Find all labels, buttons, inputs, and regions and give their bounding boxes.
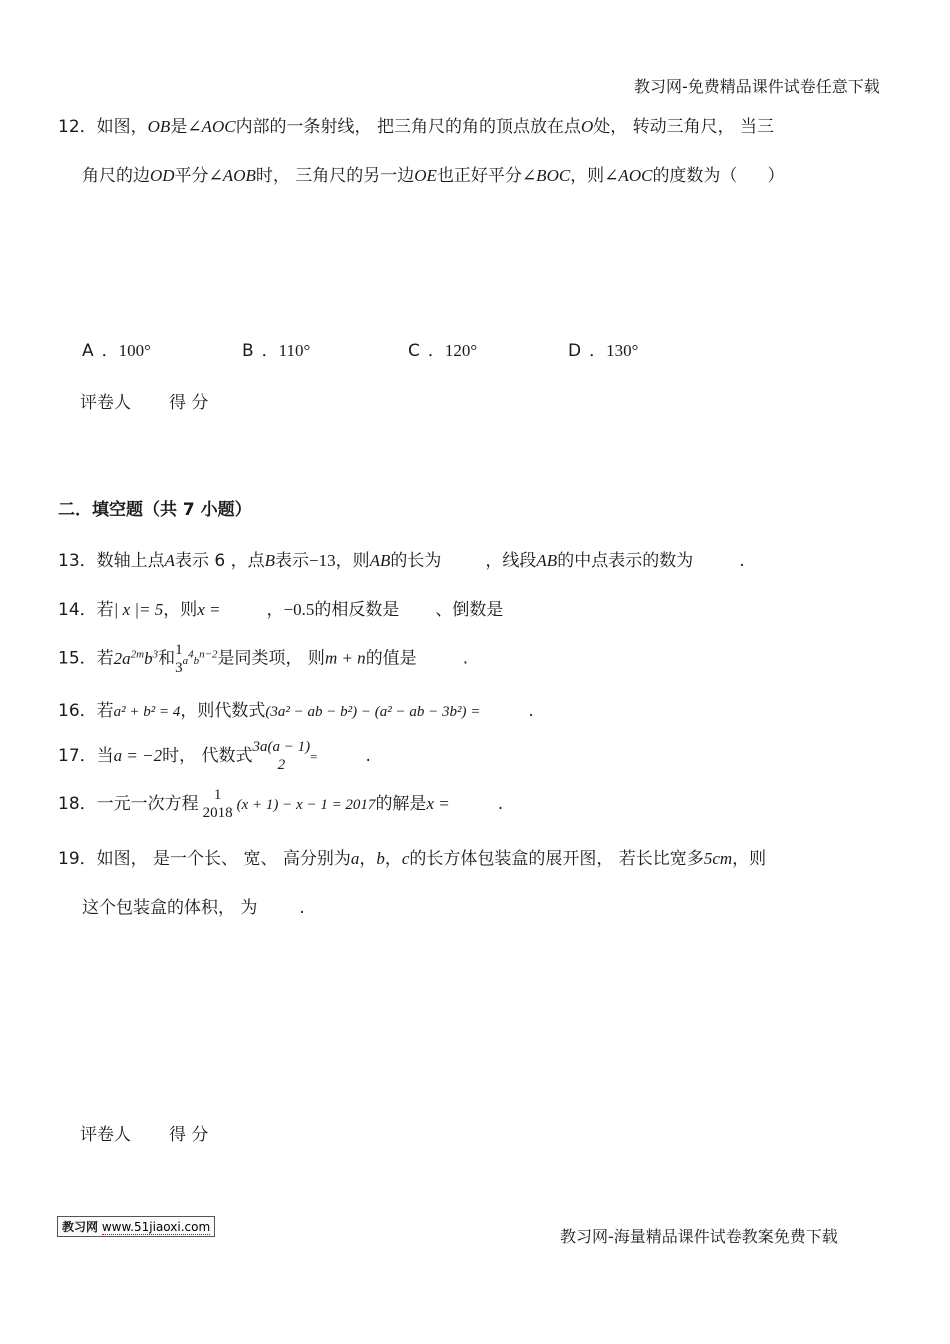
question-19-line1 <box>58 844 766 869</box>
question-number: 12． <box>58 117 97 137</box>
math: ∠AOB <box>208 166 256 185</box>
math: OE <box>414 166 437 185</box>
logo-text: 教习网 <box>62 1220 99 1234</box>
footer-logo <box>57 1216 215 1237</box>
text: 是同类项， 则 <box>217 648 325 669</box>
text: 的解是 <box>375 794 427 814</box>
text: . <box>497 794 504 814</box>
text: . <box>462 648 469 669</box>
term: 2a <box>113 648 131 668</box>
question-12-line2 <box>82 161 784 186</box>
math: AB <box>369 551 391 570</box>
text: 是 <box>170 117 188 137</box>
denominator: 2 <box>277 757 286 773</box>
math: A <box>164 551 176 570</box>
math: | x |= 5 <box>113 600 164 619</box>
text: 也正好平分 <box>436 166 522 186</box>
math: x = <box>197 600 221 619</box>
grader-box-2 <box>80 1120 208 1145</box>
score-label: 得 分 <box>169 1125 209 1145</box>
denominator: 3 <box>175 659 183 676</box>
numerator: 3a(a − 1) <box>252 739 311 755</box>
text: 数轴上点 <box>96 551 165 571</box>
text: 当 <box>96 746 114 766</box>
text: 时， 代数式 <box>162 746 253 766</box>
text: 时， 三角尺的另一边 <box>255 166 415 186</box>
term: b <box>144 648 153 668</box>
text: 这个包装盒的体积， 为 <box>82 898 258 918</box>
text: 的度数为（ <box>652 166 738 186</box>
math: ∠AOC <box>604 166 653 185</box>
math: B <box>264 551 276 570</box>
math: OB <box>147 117 171 136</box>
exponent: 4 <box>188 648 194 660</box>
text: ， <box>359 849 377 869</box>
text: . <box>739 551 745 571</box>
option-letter: A <box>82 341 94 361</box>
question-13 <box>58 546 745 571</box>
math: O <box>580 117 594 136</box>
option-text: ．110° <box>261 341 311 360</box>
math: ∠BOC <box>521 166 571 185</box>
text: 角尺的边 <box>82 166 150 186</box>
math: −0.5 <box>283 600 315 619</box>
text: 处， 转动三角尺， 当三 <box>593 117 775 137</box>
math <box>114 649 158 668</box>
text: ，线段 <box>485 551 537 571</box>
text: ） <box>767 166 785 186</box>
option-text: ．130° <box>589 341 639 360</box>
text: ，则 <box>335 551 370 571</box>
math: a² + b² = 4 <box>113 704 181 720</box>
question-18 <box>58 786 503 823</box>
text: 若 <box>96 600 114 620</box>
math: a = −2 <box>113 746 163 765</box>
text: ，则 <box>570 166 605 186</box>
question-19-line2 <box>82 893 305 918</box>
question-number: 19． <box>58 849 97 869</box>
question-15 <box>58 636 468 679</box>
math: (x + 1) − x − 1 = 2017 <box>236 797 376 813</box>
section-title: 二．填空题（共 7 小题） <box>58 500 252 520</box>
math: = <box>310 749 318 764</box>
question-12-line1 <box>58 112 774 137</box>
reviewer-label: 评卷人 <box>80 393 131 413</box>
text: 、倒数是 <box>435 600 504 620</box>
option-text: ．120° <box>427 341 478 360</box>
text: ， <box>266 600 284 620</box>
option-a <box>82 336 151 361</box>
text: 平分 <box>174 166 209 186</box>
fraction <box>203 786 233 822</box>
text: 的值是 <box>365 648 417 669</box>
exponent: 3 <box>152 648 159 660</box>
math: x = <box>426 794 450 813</box>
option-d <box>568 336 638 361</box>
fraction <box>253 738 311 774</box>
question-number: 13． <box>58 551 97 571</box>
option-letter: B <box>242 341 254 361</box>
logo-url[interactable]: www.51jiaoxi.com <box>101 1220 211 1234</box>
text: ，则 <box>732 849 767 869</box>
question-number: 18． <box>58 794 97 814</box>
text: 一元一次方程 <box>96 794 199 814</box>
text: 若 <box>96 648 114 669</box>
text: . <box>365 746 371 766</box>
text: 如图， 是一个长、 宽、 高分别为 <box>96 849 351 869</box>
text: 表示 <box>275 551 310 571</box>
math: b <box>376 849 385 868</box>
exponent: 2m <box>130 648 145 660</box>
math <box>183 649 218 668</box>
question-14 <box>58 595 503 620</box>
text: ，则 <box>163 600 198 620</box>
text: 的中点表示的数为 <box>557 551 694 571</box>
math: AB <box>536 551 558 570</box>
exponent: n−2 <box>199 648 218 660</box>
question-17 <box>58 738 371 775</box>
text: 的长为 <box>390 551 442 571</box>
question-16 <box>58 696 534 721</box>
option-c <box>408 336 477 361</box>
footer-watermark: 教习网-海量精品课件试卷教案免费下载 <box>560 1227 838 1246</box>
math: (3a² − ab − b²) − (a² − ab − 3b²) = <box>265 704 481 720</box>
denominator: 2018 <box>202 805 233 821</box>
math: m + n <box>324 648 366 668</box>
fraction-one-third <box>175 641 183 677</box>
numerator: 1 <box>175 641 183 658</box>
grader-box-1 <box>80 388 208 413</box>
option-text: ．100° <box>101 341 151 360</box>
math: a <box>350 849 360 868</box>
text: ，则代数式 <box>180 701 266 721</box>
option-b <box>242 336 310 361</box>
option-letter: D <box>568 341 582 361</box>
option-letter: C <box>408 341 420 361</box>
math: 5cm <box>703 849 733 868</box>
numerator: 1 <box>213 787 222 803</box>
header-watermark: 教习网-免费精品课件试卷任意下载 <box>634 77 880 96</box>
text: 内部的一条射线， 把三角尺的角的顶点放在点 <box>235 117 581 137</box>
text: . <box>299 898 305 918</box>
question-number: 17． <box>58 746 97 766</box>
term: a <box>182 654 189 667</box>
question-number: 14． <box>58 600 97 620</box>
score-label: 得 分 <box>169 393 209 413</box>
text: 如图， <box>96 117 148 137</box>
term: b <box>193 654 200 667</box>
math: −13 <box>309 551 336 570</box>
text: 和 <box>158 648 176 669</box>
text: 的相反数是 <box>314 600 400 620</box>
math: ∠AOC <box>187 117 236 136</box>
math: c <box>401 849 410 868</box>
text: . <box>528 701 534 721</box>
text: ， <box>384 849 402 869</box>
question-number: 16． <box>58 701 97 721</box>
reviewer-label: 评卷人 <box>80 1125 131 1145</box>
text: 表示 6 ，点 <box>175 551 265 571</box>
math: OD <box>150 166 175 185</box>
text: 的长方体包装盒的展开图， 若长比宽多 <box>409 849 704 869</box>
text: 若 <box>96 701 114 721</box>
question-number: 15． <box>58 648 97 669</box>
